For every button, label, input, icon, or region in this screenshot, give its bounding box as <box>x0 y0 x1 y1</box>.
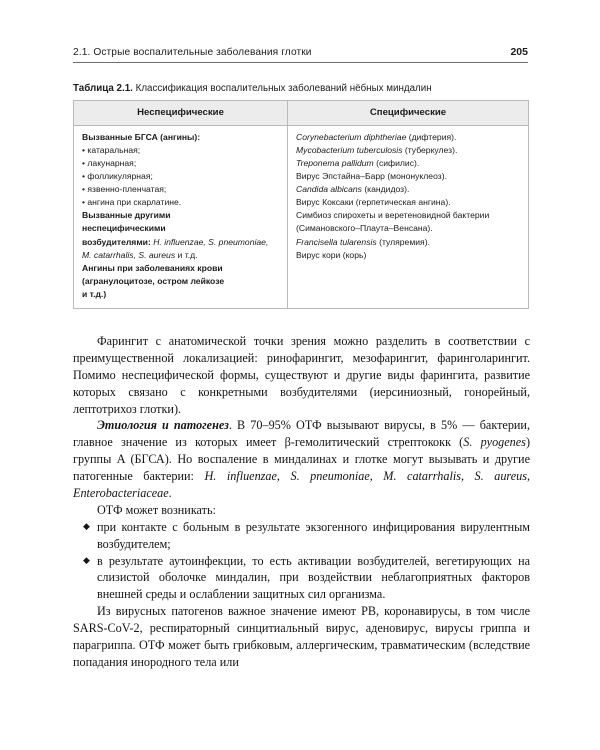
list-item <box>296 170 521 183</box>
pathogen-disease: (туляремия). <box>376 236 430 247</box>
etiology-text-part1: . В 70–95% ОТФ вызывают вирусы, в 5% — бактерии, главное значение из которых имеет β-гемолитический стрептококк ( <box>73 418 530 450</box>
table-row <box>74 126 529 309</box>
pathogen-name: Corynebacterium diphtheriae <box>296 132 407 142</box>
table-header-specific: Специфические <box>288 101 529 126</box>
list-item <box>296 183 521 196</box>
list-item <box>296 144 521 157</box>
table-caption-label: Таблица 2.1. <box>73 83 133 94</box>
pathogen-disease: Симбиоз спирохеты и веретеновидной бактерии (Симановского–Плаута–Венсана). <box>296 210 490 234</box>
list-item <box>296 209 521 235</box>
pathogen-disease: Вирус Эпстайна–Барр (мононуклеоз). <box>296 171 447 182</box>
nonspecific-group2-species: H. influenzae, S. pneumoniae, M. catarrhalis, S. aureus <box>82 236 269 260</box>
pathogen-name: Candida albicans <box>296 184 362 195</box>
table-head <box>74 101 529 126</box>
list-item <box>296 131 521 144</box>
nonspecific-group3-line2: (агранулоцитозе, остром лейкозе <box>82 275 225 286</box>
paragraph-otf-occurrence: ОТФ может возникать: <box>97 502 216 517</box>
running-head-section-title: 2.1. Острые воспалительные заболевания глотки <box>73 47 312 58</box>
list-item <box>296 196 521 209</box>
pathogen-disease: (кандидоз). <box>361 184 410 195</box>
list-item <box>296 249 521 262</box>
table-header-nonspecific: Неспецифические <box>74 101 288 126</box>
pathogen-name: Francisella tularensis <box>296 236 377 247</box>
nonspecific-group1-title: Вызванные БГСА (ангины): <box>82 132 201 142</box>
nonspecific-group2-title-line1: Вызванные другими <box>82 210 171 221</box>
pathogen-disease: (дифтерия). <box>406 132 457 142</box>
nonspecific-group2-title-line3-label: возбудителями: <box>82 236 151 247</box>
list-item: • фолликулярная; <box>82 170 280 183</box>
list-item: • лакунарная; <box>82 157 280 170</box>
nonspecific-group2-tail: и т.д. <box>175 249 198 260</box>
table-body <box>74 126 529 309</box>
pathogen-name: Mycobacterium tuberculosis <box>296 145 403 156</box>
paragraph-viral-pathogens: Из вирусных патогенов важное значение имеют РВ, коронавирусы, в том числе SARS-CoV-2, респираторный синцитиальный вирус, аденовирус, вирусы гриппа и парагриппа. ОТФ может быть грибковым, аллергическим, травматическим (вследствие попадания инородного тела или <box>73 604 530 669</box>
etiology-species-list: H. influenzae, S. pneumoniae, M. catarrhalis, S. aureus, Enterobacteriaceae <box>73 469 530 501</box>
paragraph-pharyngitis: Фарингит с анатомической точки зрения можно разделить в соответствии с преимущественной локализацией: ринофарингит, мезофарингит, фаринголарингит. Помимо неспецифической формы, существуют и другие виды фарингита, развитие которых связано с конкретными возбудителями (иерсиниозный, гонорейный, лептотрихоз глотки). <box>73 334 530 416</box>
nonspecific-group2-title-line3 <box>82 236 280 262</box>
list-item-text: в результате аутоинфекции, то есть активации возбудителей, вегетирующих на слизистой оболочке миндалин, при воздействии неблагоприятных факторов внешней среды и ослаблении защитных сил организма. <box>97 553 530 602</box>
list-item: • катаральная; <box>82 144 280 157</box>
nonspecific-group3-line1: Ангины при заболеваниях крови <box>82 262 223 273</box>
list-item <box>296 236 521 249</box>
list-item <box>296 157 521 170</box>
table-caption <box>73 83 533 95</box>
etiology-text-part3: . <box>168 486 172 501</box>
list-item-text: при контакте с больным в результате экзогенного инфицирования вирулентным возбудителем; <box>97 519 530 551</box>
running-head <box>73 46 528 63</box>
pathogen-disease: (сифилис). <box>373 158 420 169</box>
pathogen-disease: Вирус Коксаки (герпетическая ангина). <box>296 197 451 208</box>
list-item <box>73 553 530 604</box>
diamond-bullet-icon: ◆ <box>83 554 90 565</box>
list-item: • язвенно-пленчатая; <box>82 183 280 196</box>
paragraph-etiology <box>73 417 530 501</box>
table-caption-text: Классификация воспалительных заболеваний нёбных миндалин <box>132 83 432 94</box>
pathogen-disease: (туберкулез). <box>402 145 458 156</box>
table-cell-nonspecific <box>74 126 288 309</box>
nonspecific-group3-line3: и т.д.) <box>82 288 107 299</box>
pathogen-disease: Вирус кори (корь) <box>296 249 367 260</box>
pathogen-name: Treponema pallidum <box>296 158 374 169</box>
nonspecific-group2-title-line2: неспецифическими <box>82 223 166 234</box>
etiology-run-in-heading: Этиология и патогенез <box>97 418 229 433</box>
otf-causes-list <box>73 519 530 603</box>
list-item <box>73 519 530 553</box>
table-cell-specific <box>288 126 529 309</box>
list-item: • ангина при скарлатине. <box>82 196 280 209</box>
table-header-row <box>74 101 529 126</box>
etiology-text-part2: ) группы A (БГСА). Но воспаление в миндалинах и глотке могут вызывать и другие патогенные бактерии: <box>73 435 530 484</box>
classification-table <box>73 100 529 309</box>
page-number: 205 <box>510 46 528 58</box>
etiology-species-pyogenes: S. pyogenes <box>463 435 526 450</box>
diamond-bullet-icon: ◆ <box>83 520 90 531</box>
body-text <box>73 333 530 671</box>
